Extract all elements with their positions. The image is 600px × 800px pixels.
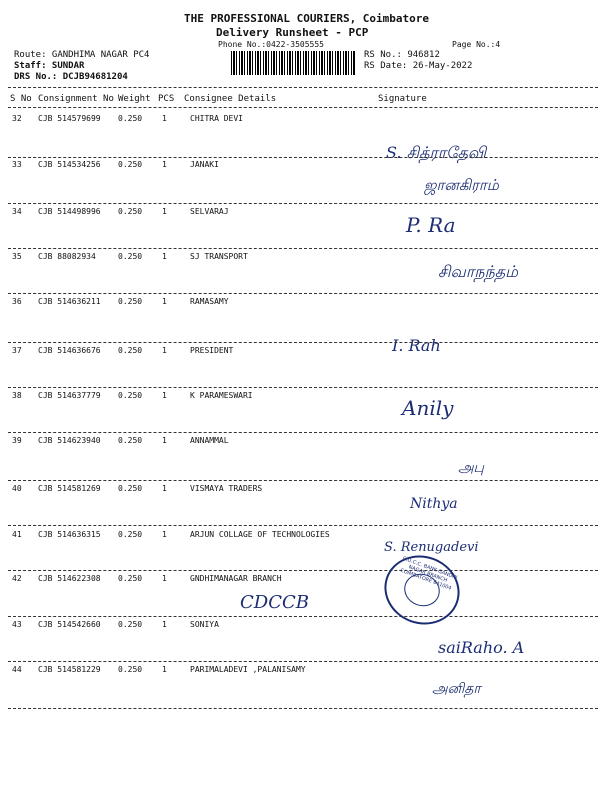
row-pieces: 1	[162, 620, 167, 629]
row-weight: 0.250	[118, 297, 143, 306]
header-top-rule	[8, 87, 598, 88]
row-signature: S. சித்ராதேவி	[386, 143, 487, 162]
row-pieces: 1	[162, 160, 167, 169]
row-weight: 0.250	[118, 436, 143, 445]
row-consignee: RAMASAMY	[190, 297, 229, 306]
row-pieces: 1	[162, 297, 167, 306]
row-consignment-number: CJB 514622308	[38, 574, 101, 583]
row-divider	[8, 661, 598, 662]
row-consignment-number: CJB 514581269	[38, 484, 101, 493]
row-consignee: PRESIDENT	[190, 346, 234, 355]
row-consignee: ARJUN COLLAGE OF TECHNOLOGIES	[190, 530, 330, 539]
row-signature: அபு	[458, 460, 484, 476]
row-serial-number: 41	[12, 530, 22, 539]
row-signature: CDCCB	[240, 592, 309, 613]
column-sno: S No	[10, 94, 32, 104]
row-signature: saiRaho. A	[438, 638, 525, 657]
row-pieces: 1	[162, 207, 167, 216]
row-pieces: 1	[162, 391, 167, 400]
row-consignment-number: CJB 514498996	[38, 207, 101, 216]
row-weight: 0.250	[118, 530, 143, 539]
row-weight: 0.250	[118, 207, 143, 216]
row-serial-number: 38	[12, 391, 22, 400]
row-divider	[8, 432, 598, 433]
row-signature: S. Renugadevi	[384, 540, 479, 555]
column-pcs: PCS	[158, 94, 175, 104]
row-weight: 0.250	[118, 346, 143, 355]
row-divider	[8, 157, 598, 158]
rs-date: RS Date: 26-May-2022	[364, 61, 473, 71]
row-signature: Anily	[402, 396, 454, 420]
row-weight: 0.250	[118, 665, 143, 674]
row-pieces: 1	[162, 114, 167, 123]
row-serial-number: 40	[12, 484, 22, 493]
row-consignment-number: CJB 514579699	[38, 114, 101, 123]
row-serial-number: 35	[12, 252, 22, 261]
row-pieces: 1	[162, 665, 167, 674]
row-consignee: SELVARAJ	[190, 207, 229, 216]
row-consignment-number: CJB 514637779	[38, 391, 101, 400]
row-serial-number: 32	[12, 114, 22, 123]
row-consignee: SJ TRANSPORT	[190, 252, 248, 261]
row-consignment-number: CJB 88082934	[38, 252, 96, 261]
row-divider	[8, 616, 598, 617]
row-serial-number: 33	[12, 160, 22, 169]
company-title: THE PROFESSIONAL COURIERS, Coimbatore	[184, 12, 430, 25]
row-serial-number: 43	[12, 620, 22, 629]
row-consignee: VISMAYA TRADERS	[190, 484, 263, 493]
row-pieces: 1	[162, 346, 167, 355]
row-consignee: PARIMALADEVI ,PALANISAMY	[190, 665, 306, 674]
row-consignee: ANNAMMAL	[190, 436, 229, 445]
row-signature: சிவாநந்தம்	[438, 262, 519, 281]
row-pieces: 1	[162, 574, 167, 583]
row-weight: 0.250	[118, 484, 143, 493]
column-consignee: Consignee Details	[184, 94, 277, 104]
row-divider	[8, 342, 598, 343]
row-serial-number: 34	[12, 207, 22, 216]
row-signature: P. Ra	[406, 213, 456, 237]
staff-label: Staff: SUNDAR	[14, 61, 85, 71]
row-signature: ஜானகிராம்	[424, 176, 499, 194]
column-signature: Signature	[378, 94, 427, 104]
row-consignment-number: CJB 514542660	[38, 620, 101, 629]
row-weight: 0.250	[118, 114, 143, 123]
page-number: Page No.:4	[452, 40, 501, 49]
barcode	[231, 51, 355, 75]
row-consignment-number: CJB 514636315	[38, 530, 101, 539]
row-consignment-number: CJB 514581229	[38, 665, 101, 674]
row-pieces: 1	[162, 484, 167, 493]
row-serial-number: 37	[12, 346, 22, 355]
row-serial-number: 44	[12, 665, 22, 674]
row-serial-number: 42	[12, 574, 22, 583]
row-divider	[8, 248, 598, 249]
row-weight: 0.250	[118, 574, 143, 583]
row-consignment-number: CJB 514636211	[38, 297, 101, 306]
row-weight: 0.250	[118, 391, 143, 400]
row-divider	[8, 387, 598, 388]
drs-number: DRS No.: DCJB94681204	[14, 72, 128, 82]
row-consignee: GNDHIMANAGAR BRANCH	[190, 574, 282, 583]
row-consignee: CHITRA DEVI	[190, 114, 243, 123]
row-weight: 0.250	[118, 160, 143, 169]
row-weight: 0.250	[118, 252, 143, 261]
row-pieces: 1	[162, 530, 167, 539]
row-pieces: 1	[162, 252, 167, 261]
row-signature: அனிதா	[432, 681, 481, 697]
bank-stamp	[375, 545, 470, 635]
row-divider	[8, 525, 598, 526]
row-consignee: SONIYA	[190, 620, 219, 629]
row-serial-number: 39	[12, 436, 22, 445]
row-signature: I. Rah	[392, 336, 441, 355]
row-consignee: JANAKI	[190, 160, 219, 169]
row-pieces: 1	[162, 436, 167, 445]
route-label: Route: GANDHIMA NAGAR PC4	[14, 50, 150, 60]
row-divider	[8, 293, 598, 294]
header-bottom-rule	[8, 107, 598, 108]
column-weight: Weight	[118, 94, 151, 104]
column-consignment: Consignment No	[38, 94, 114, 104]
row-serial-number: 36	[12, 297, 22, 306]
row-divider	[8, 708, 598, 709]
row-consignment-number: CJB 514623940	[38, 436, 101, 445]
stamp-text: C.D.C.C. BANK GANDHI NAGAR BRANCH COIMBATORE 641004	[399, 555, 459, 592]
rs-number: RS No.: 946812	[364, 50, 440, 60]
row-divider	[8, 570, 598, 571]
row-signature: Nithya	[410, 496, 458, 512]
phone-number: Phone No.:0422-3505555	[218, 40, 324, 49]
row-divider	[8, 203, 598, 204]
document-title: Delivery Runsheet - PCP	[216, 26, 369, 39]
row-consignment-number: CJB 514636676	[38, 346, 101, 355]
row-consignment-number: CJB 514534256	[38, 160, 101, 169]
row-weight: 0.250	[118, 620, 143, 629]
row-consignee: K PARAMESWARI	[190, 391, 253, 400]
row-divider	[8, 480, 598, 481]
